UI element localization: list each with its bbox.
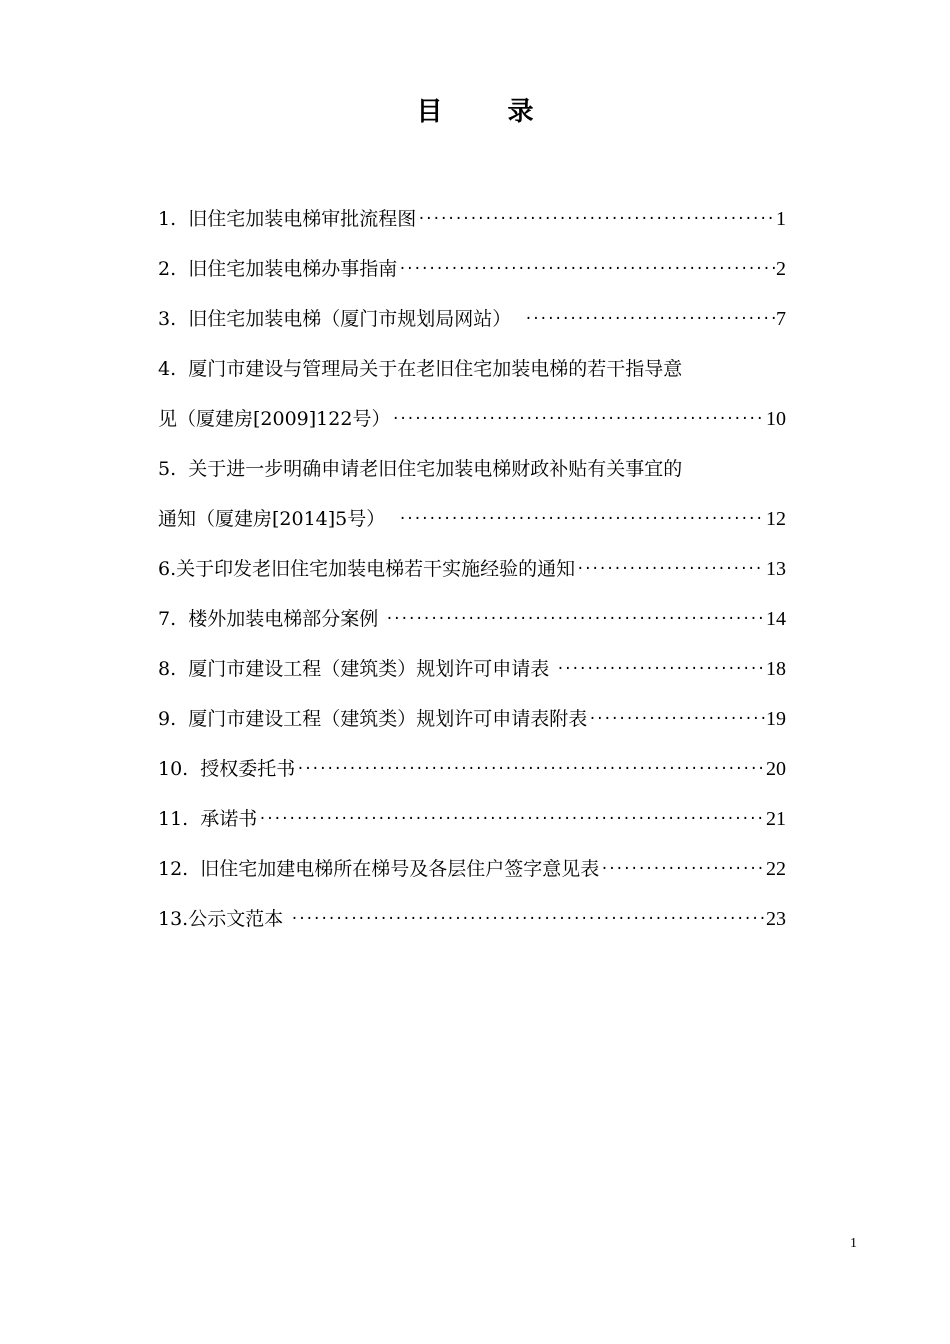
toc-entry — [158, 644, 786, 694]
toc-leader-dots — [385, 594, 765, 644]
toc-leader-dots — [600, 844, 765, 894]
toc-entry-text: 3. 旧住宅加装电梯（厦门市规划局网站） — [158, 308, 524, 330]
toc-leader-dots — [576, 544, 765, 594]
toc-entry-page: 21 — [766, 808, 786, 830]
toc-entry-text: 2. 旧住宅加装电梯办事指南 — [158, 258, 398, 280]
toc-entry-page: 20 — [766, 758, 786, 780]
toc-entry — [158, 444, 786, 494]
toc-leader-dots — [398, 494, 765, 544]
toc-entry — [158, 244, 786, 294]
toc-entry-continued — [158, 494, 786, 544]
page-number: 1 — [850, 1236, 857, 1251]
toc-entry-text: 13.公示文范本 — [158, 908, 290, 930]
toc-entry-text: 8. 厦门市建设工程（建筑类）规划许可申请表 — [158, 658, 556, 680]
toc-leader-dots — [258, 794, 765, 844]
toc-entry-text: 5. 关于进一步明确申请老旧住宅加装电梯财政补贴有关事宜的 — [158, 458, 683, 480]
toc-leader-dots — [391, 394, 765, 444]
toc-entry-text: 4. 厦门市建设与管理局关于在老旧住宅加装电梯的若干指导意 — [158, 358, 683, 380]
toc-leader-dots — [290, 894, 765, 944]
toc-entry-page: 7 — [776, 308, 786, 330]
table-of-contents — [158, 194, 786, 944]
toc-entry — [158, 794, 786, 844]
toc-entry — [158, 594, 786, 644]
toc-entry-text: 11. 承诺书 — [158, 808, 258, 830]
toc-entry — [158, 894, 786, 944]
toc-entry-text: 10. 授权委托书 — [158, 758, 296, 780]
toc-entry-page: 19 — [766, 708, 786, 730]
toc-leader-dots — [588, 694, 765, 744]
toc-entry-page: 2 — [776, 258, 786, 280]
toc-entry-text: 1. 旧住宅加装电梯审批流程图 — [158, 208, 417, 230]
toc-entry-continued — [158, 394, 786, 444]
toc-leader-dots — [417, 194, 775, 244]
toc-leader-dots — [296, 744, 765, 794]
toc-entry-page: 18 — [766, 658, 786, 680]
toc-leader-dots — [524, 294, 775, 344]
toc-entry-page: 23 — [766, 908, 786, 930]
toc-entry-page: 22 — [766, 858, 786, 880]
toc-entry-page: 14 — [766, 608, 786, 630]
toc-entry — [158, 544, 786, 594]
toc-entry — [158, 694, 786, 744]
toc-entry-page: 1 — [776, 208, 786, 230]
toc-entry-page: 10 — [766, 408, 786, 430]
toc-entry — [158, 744, 786, 794]
toc-entry-text: 6.关于印发老旧住宅加装电梯若干实施经验的通知 — [158, 558, 576, 580]
toc-entry-text: 9. 厦门市建设工程（建筑类）规划许可申请表附表 — [158, 708, 588, 730]
toc-entry-text: 见（厦建房[2009]122号） — [158, 408, 391, 430]
toc-entry-text: 通知（厦建房[2014]5号） — [158, 508, 398, 530]
toc-leader-dots — [398, 244, 775, 294]
toc-entry — [158, 844, 786, 894]
toc-entry-page: 12 — [766, 508, 786, 530]
toc-entry-text: 12. 旧住宅加建电梯所在梯号及各层住户签字意见表 — [158, 858, 600, 880]
toc-entry — [158, 294, 786, 344]
toc-entry-text: 7. 楼外加装电梯部分案例 — [158, 608, 385, 630]
toc-entry — [158, 344, 786, 394]
toc-leader-dots — [556, 644, 765, 694]
toc-entry — [158, 194, 786, 244]
toc-entry-page: 13 — [766, 558, 786, 580]
page-title: 目 录 — [416, 97, 562, 127]
